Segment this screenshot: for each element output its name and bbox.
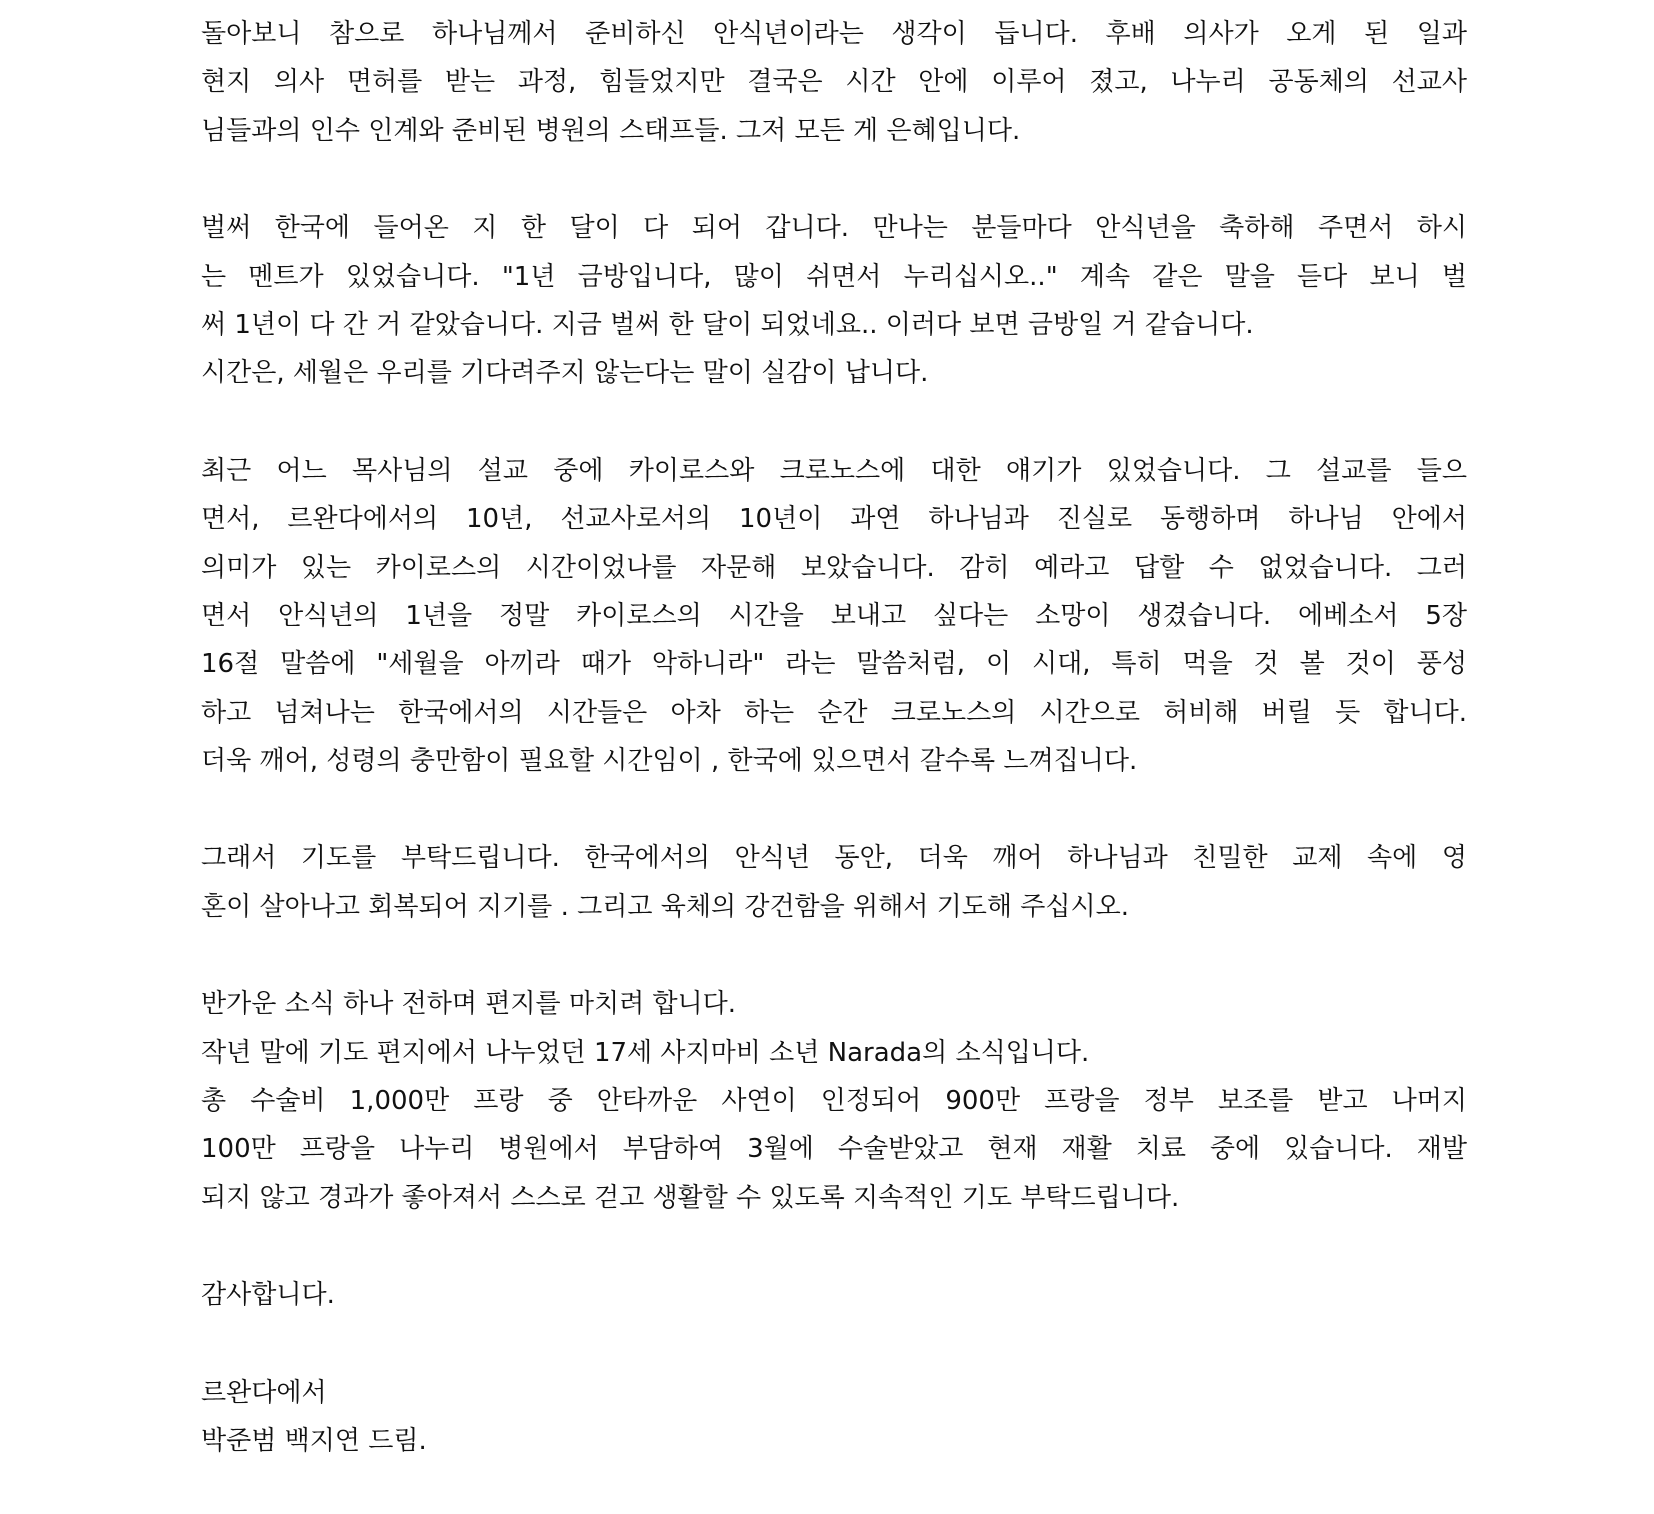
text-line: 그래서 기도를 부탁드립니다. 한국에서의 안식년 동안, 더욱 깨어 하나님과 친밀한 교제 속에 영	[201, 843, 1467, 874]
paragraph-sabbatical-grace	[201, 10, 1467, 155]
text-line: 100만 프랑을 나누리 병원에서 부담하여 3월에 수술받았고 현재 재활 치료 중에 있습니다. 재발	[201, 1134, 1467, 1165]
paragraph-kairos-chronos	[201, 447, 1467, 786]
paragraph-good-news	[201, 980, 1467, 1222]
text-line: 감사합니다.	[201, 1280, 335, 1311]
text-line: 님들과의 인수 인계와 준비된 병원의 스태프들. 그저 모든 게 은혜입니다.	[201, 115, 1021, 146]
text-line: 면서, 르완다에서의 10년, 선교사로서의 10년이 과연 하나님과 진실로 동행하며 하나님 안에서	[201, 504, 1467, 535]
text-line: 현지 의사 면허를 받는 과정, 힘들었지만 결국은 시간 안에 이루어 졌고, 나누리 공동체의 선교사	[201, 67, 1467, 98]
text-line: 돌아보니 참으로 하나님께서 준비하신 안식년이라는 생각이 듭니다. 후배 의사가 오게 된 일과	[201, 19, 1467, 49]
text-line: 반가운 소식 하나 전하며 편지를 마치려 합니다.	[201, 989, 737, 1020]
text-line: 총 수술비 1,000만 프랑 중 안타까운 사연이 인정되어 900만 프랑을 정부 보조를 받고 나머지	[201, 1086, 1467, 1117]
signature-location: 르완다에서	[201, 1377, 327, 1408]
paragraph-return-korea	[201, 204, 1467, 398]
text-line: 하고 넘쳐나는 한국에서의 시간들은 아차 하는 순간 크로노스의 시간으로 허비해 버릴 듯 합니다.	[201, 697, 1467, 728]
text-line: 는 멘트가 있었습니다. "1년 금방입니다, 많이 쉬면서 누리십시오.." 계속 같은 말을 듣다 보니 벌	[201, 261, 1467, 292]
signature-block	[201, 1369, 1467, 1466]
text-line: 면서 안식년의 1년을 정말 카이로스의 시간을 보내고 싶다는 소망이 생겼습니다. 에베소서 5장	[201, 600, 1467, 631]
text-line: 더욱 깨어, 성령의 충만함이 필요할 시간임이 , 한국에 있으면서 갈수록 느껴집니다.	[201, 746, 1138, 777]
paragraph-prayer-request	[201, 834, 1467, 931]
signature-names: 박준범 백지연 드림.	[201, 1425, 427, 1456]
text-line: 시간은, 세월은 우리를 기다려주지 않는다는 말이 실감이 납니다.	[201, 358, 929, 389]
letter-body	[201, 10, 1467, 1514]
text-line: 되지 않고 경과가 좋아져서 스스로 걷고 생활할 수 있도록 지속적인 기도 부탁드립니다.	[201, 1182, 1180, 1213]
text-line: 혼이 살아나고 회복되어 지기를 . 그리고 육체의 강건함을 위해서 기도해 주십시오.	[201, 891, 1130, 922]
paragraph-thanks	[201, 1271, 1467, 1319]
text-line: 의미가 있는 카이로스의 시간이었나를 자문해 보았습니다. 감히 예라고 답할 수 없었습니다. 그러	[201, 552, 1467, 583]
text-line: 최근 어느 목사님의 설교 중에 카이로스와 크로노스에 대한 얘기가 있었습니다. 그 설교를 들으	[201, 455, 1467, 486]
text-line: 작년 말에 기도 편지에서 나누었던 17세 사지마비 소년 Narada의 소식입니다.	[201, 1037, 1090, 1068]
text-line: 써 1년이 다 간 거 같았습니다. 지금 벌써 한 달이 되었네요.. 이러다 보면 금방일 거 같습니다.	[201, 309, 1254, 340]
text-line: 16절 말씀에 "세월을 아끼라 때가 악하니라" 라는 말씀처럼, 이 시대, 특히 먹을 것 볼 것이 풍성	[201, 649, 1467, 680]
text-line: 벌써 한국에 들어온 지 한 달이 다 되어 갑니다. 만나는 분들마다 안식년을 축하해 주면서 하시	[201, 213, 1467, 244]
